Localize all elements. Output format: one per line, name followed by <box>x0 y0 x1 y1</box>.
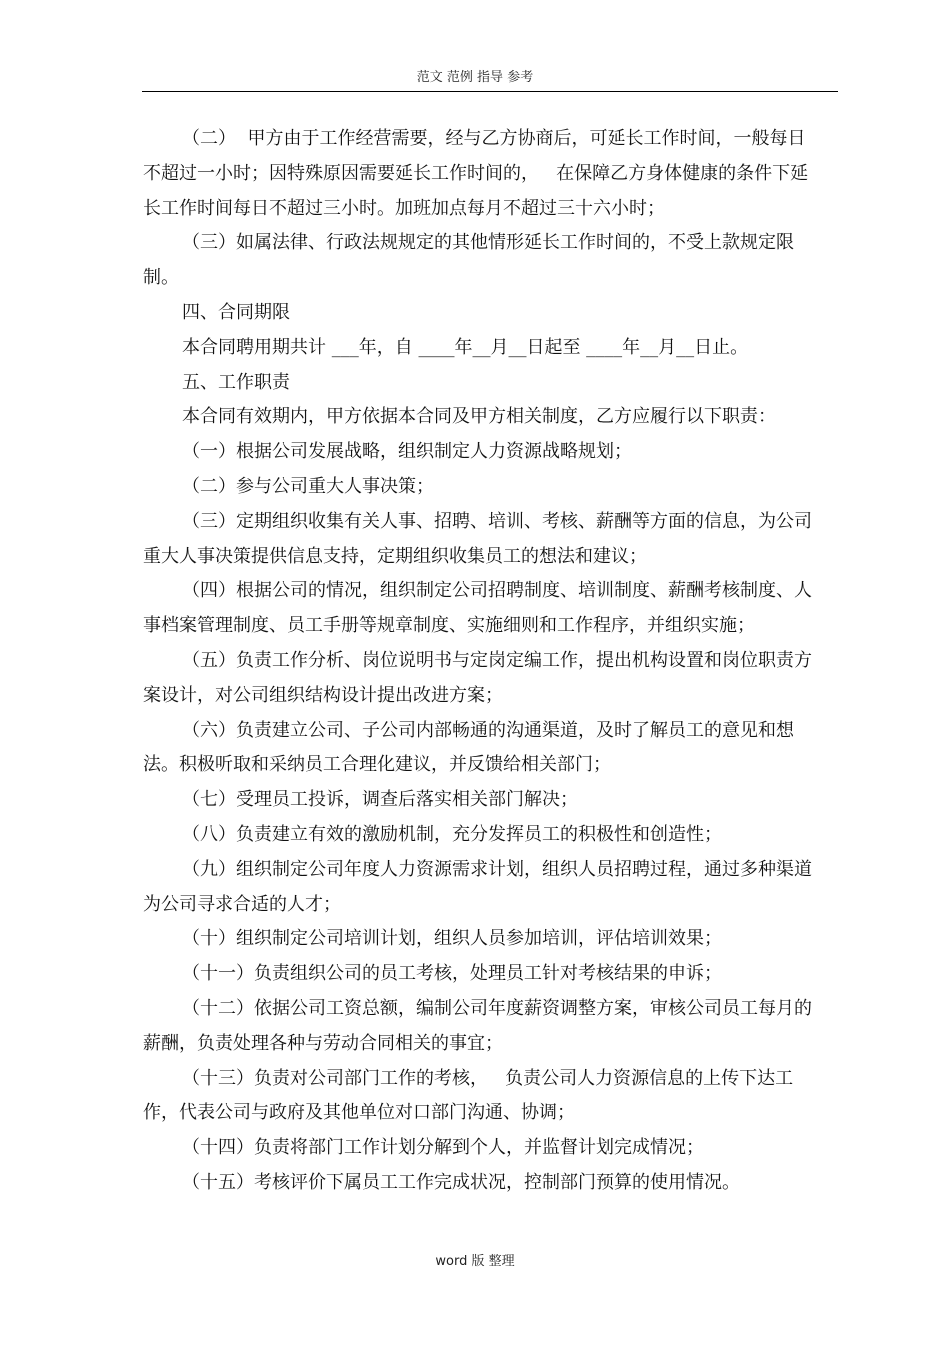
list-item: （六）负责建立公司、子公司内部畅通的沟通渠道，及时了解员工的意见和想法。积极听取和采纳员工合理化建议，并反馈给相关部门； <box>143 719 794 776</box>
paragraph: 本合同有效期内，甲方依据本合同及甲方相关制度，乙方应履行以下职责： <box>182 406 776 428</box>
header-divider <box>142 91 838 92</box>
paragraph: （三）如属法律、行政法规规定的其他情形延长工作时间的，不受上款规定限制。 <box>143 232 794 289</box>
list-item: （十五）考核评价下属员工工作完成状况，控制部门预算的使用情况。 <box>182 1171 740 1193</box>
list-item: （四）根据公司的情况，组织制定公司招聘制度、培训制度、薪酬考核制度、人事档案管理制度、员工手册等规章制度、实施细则和工作程序，并组织实施； <box>143 580 812 637</box>
list-item: （三）定期组织收集有关人事、招聘、培训、考核、薪酬等方面的信息，为公司重大人事决策提供信息支持，定期组织收集员工的想法和建议； <box>143 510 812 567</box>
paragraph: 本合同聘用期共计 ___年，自 ____年__月__日起至 ____年__月__日止。 <box>182 336 749 358</box>
list-item: （十）组织制定公司培训计划，组织人员参加培训，评估培训效果； <box>182 928 722 950</box>
section-heading: 四、合同期限 <box>182 301 290 323</box>
list-item: （十一）负责组织公司的员工考核，处理员工针对考核结果的申诉； <box>182 963 722 985</box>
paragraph: （二） 甲方由于工作经营需要，经与乙方协商后，可延长工作时间，一般每日不超过一小时；因特殊原因需要延长工作时间的， 在保障乙方身体健康的条件下延长工作时间每日不超过三小时。加班加点每月不超过三十六小时； <box>143 128 809 219</box>
document-body <box>143 122 823 1201</box>
list-item: （十二）依据公司工资总额，编制公司年度薪资调整方案，审核公司员工每月的薪酬，负责处理各种与劳动合同相关的事宜； <box>143 997 812 1054</box>
list-item: （五）负责工作分析、岗位说明书与定岗定编工作，提出机构设置和岗位职责方案设计，对公司组织结构设计提出改进方案； <box>143 649 812 706</box>
list-item: （九）组织制定公司年度人力资源需求计划，组织人员招聘过程，通过多种渠道为公司寻求合适的人才； <box>143 858 812 915</box>
list-item: （十四）负责将部门工作计划分解到个人，并监督计划完成情况； <box>182 1137 704 1159</box>
list-item: （一）根据公司发展战略，组织制定人力资源战略规划； <box>182 441 632 463</box>
list-item: （十三）负责对公司部门工作的考核， 负责公司人力资源信息的上传下达工作，代表公司与政府及其他单位对口部门沟通、协调； <box>143 1067 794 1124</box>
list-item: （七）受理员工投诉，调查后落实相关部门解决； <box>182 789 578 811</box>
list-item: （二）参与公司重大人事决策； <box>182 475 434 497</box>
list-item: （八）负责建立有效的激励机制，充分发挥员工的积极性和创造性； <box>182 823 722 845</box>
page-header: 范文 范例 指导 参考 <box>416 70 534 85</box>
page-footer: word 版 整理 <box>435 1254 515 1269</box>
section-heading: 五、工作职责 <box>182 371 290 393</box>
